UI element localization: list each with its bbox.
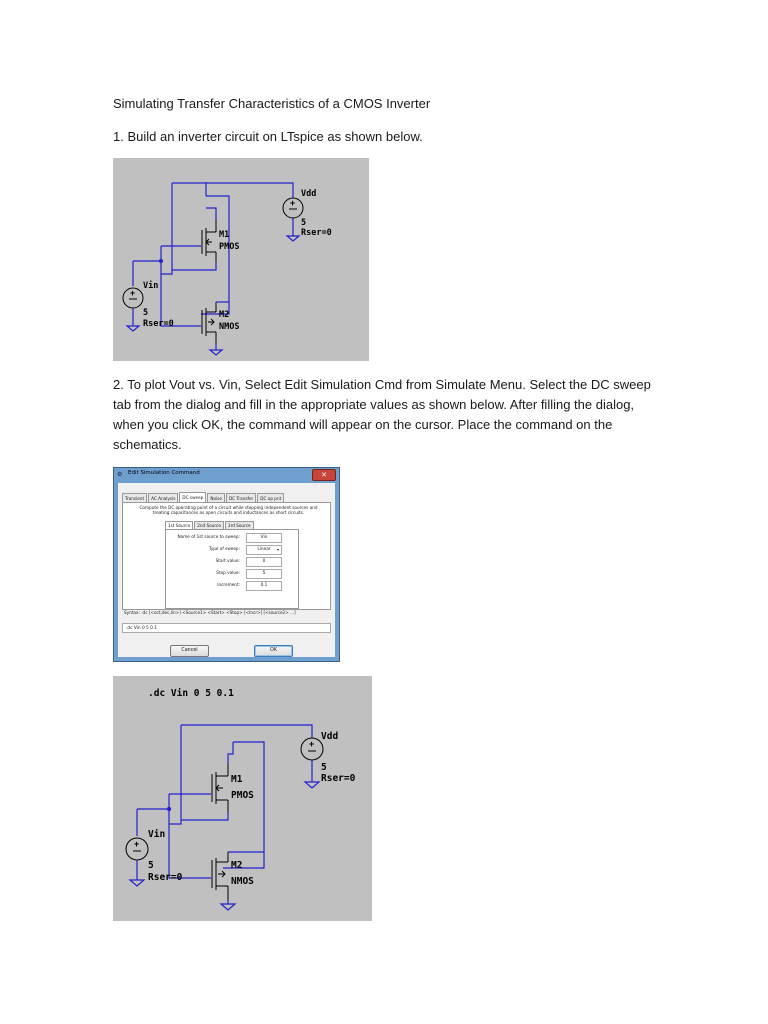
wire-gate-m2	[161, 261, 201, 326]
vin-rser: Rser=0	[143, 319, 174, 329]
wire-m1-drain	[206, 208, 216, 220]
start-value-input[interactable]: 0	[246, 557, 282, 567]
tab-ac-analysis[interactable]: AC Analysis	[148, 493, 178, 503]
step-1-text: 1. Build an inverter circuit on LTspice as shown below.	[113, 129, 423, 144]
schematic-figure-1	[113, 158, 369, 361]
dc-sweep-pane	[122, 502, 331, 610]
m1-name: M1	[219, 230, 230, 240]
start-value-label: Start value:	[215, 558, 240, 563]
tab-dc-transfer[interactable]: DC Transfer	[226, 493, 256, 503]
wire-m1-bottom-2	[181, 812, 228, 820]
m1-pmos-symbol-2	[212, 764, 228, 812]
wire-vdd-top-2	[181, 725, 312, 736]
tab-noise[interactable]: Noise	[207, 493, 225, 503]
vin-value-2: 5	[148, 860, 154, 871]
vdd-value-2: 5	[321, 762, 327, 773]
dc-sweep-description: Compute the DC operating point of a circuit while stepping independent sources and treating capacitances as open circuits and inductances as short circuits.	[139, 505, 318, 515]
increment-input[interactable]: 0.1	[246, 581, 282, 591]
tab-1st-source[interactable]: 1st Source	[165, 521, 193, 529]
wire-gate-m2-2	[169, 809, 211, 878]
vin-plus-sign-2: +	[134, 840, 140, 850]
tab-dc-op-pnt[interactable]: DC op pnt	[257, 493, 284, 503]
tab-transient[interactable]: Transient	[122, 493, 147, 503]
field-row-source-name	[166, 532, 298, 542]
stop-value-input[interactable]: 5	[246, 569, 282, 579]
ground-vin-icon-2	[130, 880, 144, 886]
vin-rser-2: Rser=0	[148, 872, 183, 883]
m2-type-2: NMOS	[231, 876, 254, 887]
sweep-type-value: Linear	[257, 547, 271, 552]
increment-label: Increment:	[217, 582, 240, 587]
field-row-start-value	[166, 556, 298, 566]
m2-nmos-symbol-2	[212, 852, 228, 900]
vdd-label-2: Vdd	[321, 731, 339, 742]
stop-value-label: Stop value:	[216, 570, 240, 575]
edit-simulation-command-dialog	[113, 467, 340, 662]
ground-vin-icon	[127, 326, 139, 331]
m1-type-2: PMOS	[231, 790, 254, 801]
m2-name-2: M2	[231, 860, 243, 871]
tab-dc-sweep[interactable]: DC sweep	[179, 492, 206, 503]
close-button[interactable]: ✕	[312, 469, 336, 481]
m1-name-2: M1	[231, 774, 243, 785]
source-fields-pane	[165, 529, 299, 609]
ground-m2-icon-2	[221, 900, 235, 910]
field-row-increment	[166, 580, 298, 590]
vdd-plus-sign-2: +	[309, 740, 315, 750]
wire-vdd-top	[172, 183, 293, 192]
m2-name: M2	[219, 310, 230, 320]
vin-plus-sign: +	[130, 289, 136, 299]
wire-m1-bottom	[172, 262, 216, 270]
step-2-text: 2. To plot Vout vs. Vin, Select Edit Simulation Cmd from Simulate Menu. Select the DC sweep tab from the dialog and fill in the appropriate values as shown below. After filling the dialog, when you click OK, the command will appear on the cursor. Place the command on the schematics.	[113, 377, 651, 452]
syntax-text: Syntax: .dc [<oct,dec,lin>] <Source1> <Start> <Stop> [<Incr>] [<source2> ...]	[124, 610, 296, 615]
vin-label-2: Vin	[148, 829, 166, 840]
wire-output-loop-2	[223, 742, 264, 868]
vdd-rser-2: Rser=0	[321, 773, 356, 784]
tab-2nd-source[interactable]: 2nd Source	[194, 521, 224, 529]
vdd-label: Vdd	[301, 189, 317, 199]
vdd-rser: Rser=0	[301, 228, 332, 238]
page-title: Simulating Transfer Characteristics of a CMOS Inverter	[113, 96, 431, 111]
schematic-1-drawing	[113, 158, 369, 361]
ground-vdd-icon	[287, 236, 299, 241]
ltspice-app-icon: ⚙	[117, 471, 123, 478]
m1-type: PMOS	[219, 242, 240, 252]
source-name-label: Name of 1st source to sweep:	[177, 534, 240, 539]
analysis-tabs	[122, 493, 285, 502]
source-name-input[interactable]: Vin	[246, 533, 282, 543]
sweep-type-select[interactable]	[246, 545, 282, 555]
vin-label: Vin	[143, 281, 159, 291]
vdd-plus-sign: +	[290, 199, 296, 209]
m1-pmos-symbol	[202, 220, 216, 262]
ground-vdd-icon-2	[305, 782, 319, 788]
ground-m2-icon	[210, 344, 222, 355]
dialog-title: Edit Simulation Command	[128, 470, 200, 476]
source-tabs	[165, 521, 255, 529]
m2-type: NMOS	[219, 322, 240, 332]
vin-value: 5	[143, 308, 149, 318]
vdd-value: 5	[301, 218, 307, 228]
dc-directive-text: .dc Vin 0 5 0.1	[148, 688, 234, 699]
wire-input-node-2	[137, 794, 169, 809]
chevron-down-icon: ▾	[276, 547, 279, 552]
dialog-client-area	[118, 483, 335, 657]
ok-button[interactable]: OK	[254, 645, 293, 657]
command-text-field[interactable]: .dc Vin 0 5 0.1	[122, 623, 331, 633]
cancel-button[interactable]: Cancel	[170, 645, 209, 657]
field-row-sweep-type	[166, 544, 298, 554]
field-row-stop-value	[166, 568, 298, 578]
schematic-figure-2	[113, 676, 372, 921]
dialog-titlebar	[114, 468, 339, 482]
schematic-2-drawing	[113, 676, 372, 921]
m2-nmos-symbol	[202, 302, 216, 344]
sweep-type-label: Type of sweep:	[208, 546, 240, 551]
wire-m1-drain-2	[228, 742, 233, 764]
tab-3rd-source[interactable]: 3rd Source	[225, 521, 254, 529]
wire-input-node	[133, 246, 161, 261]
